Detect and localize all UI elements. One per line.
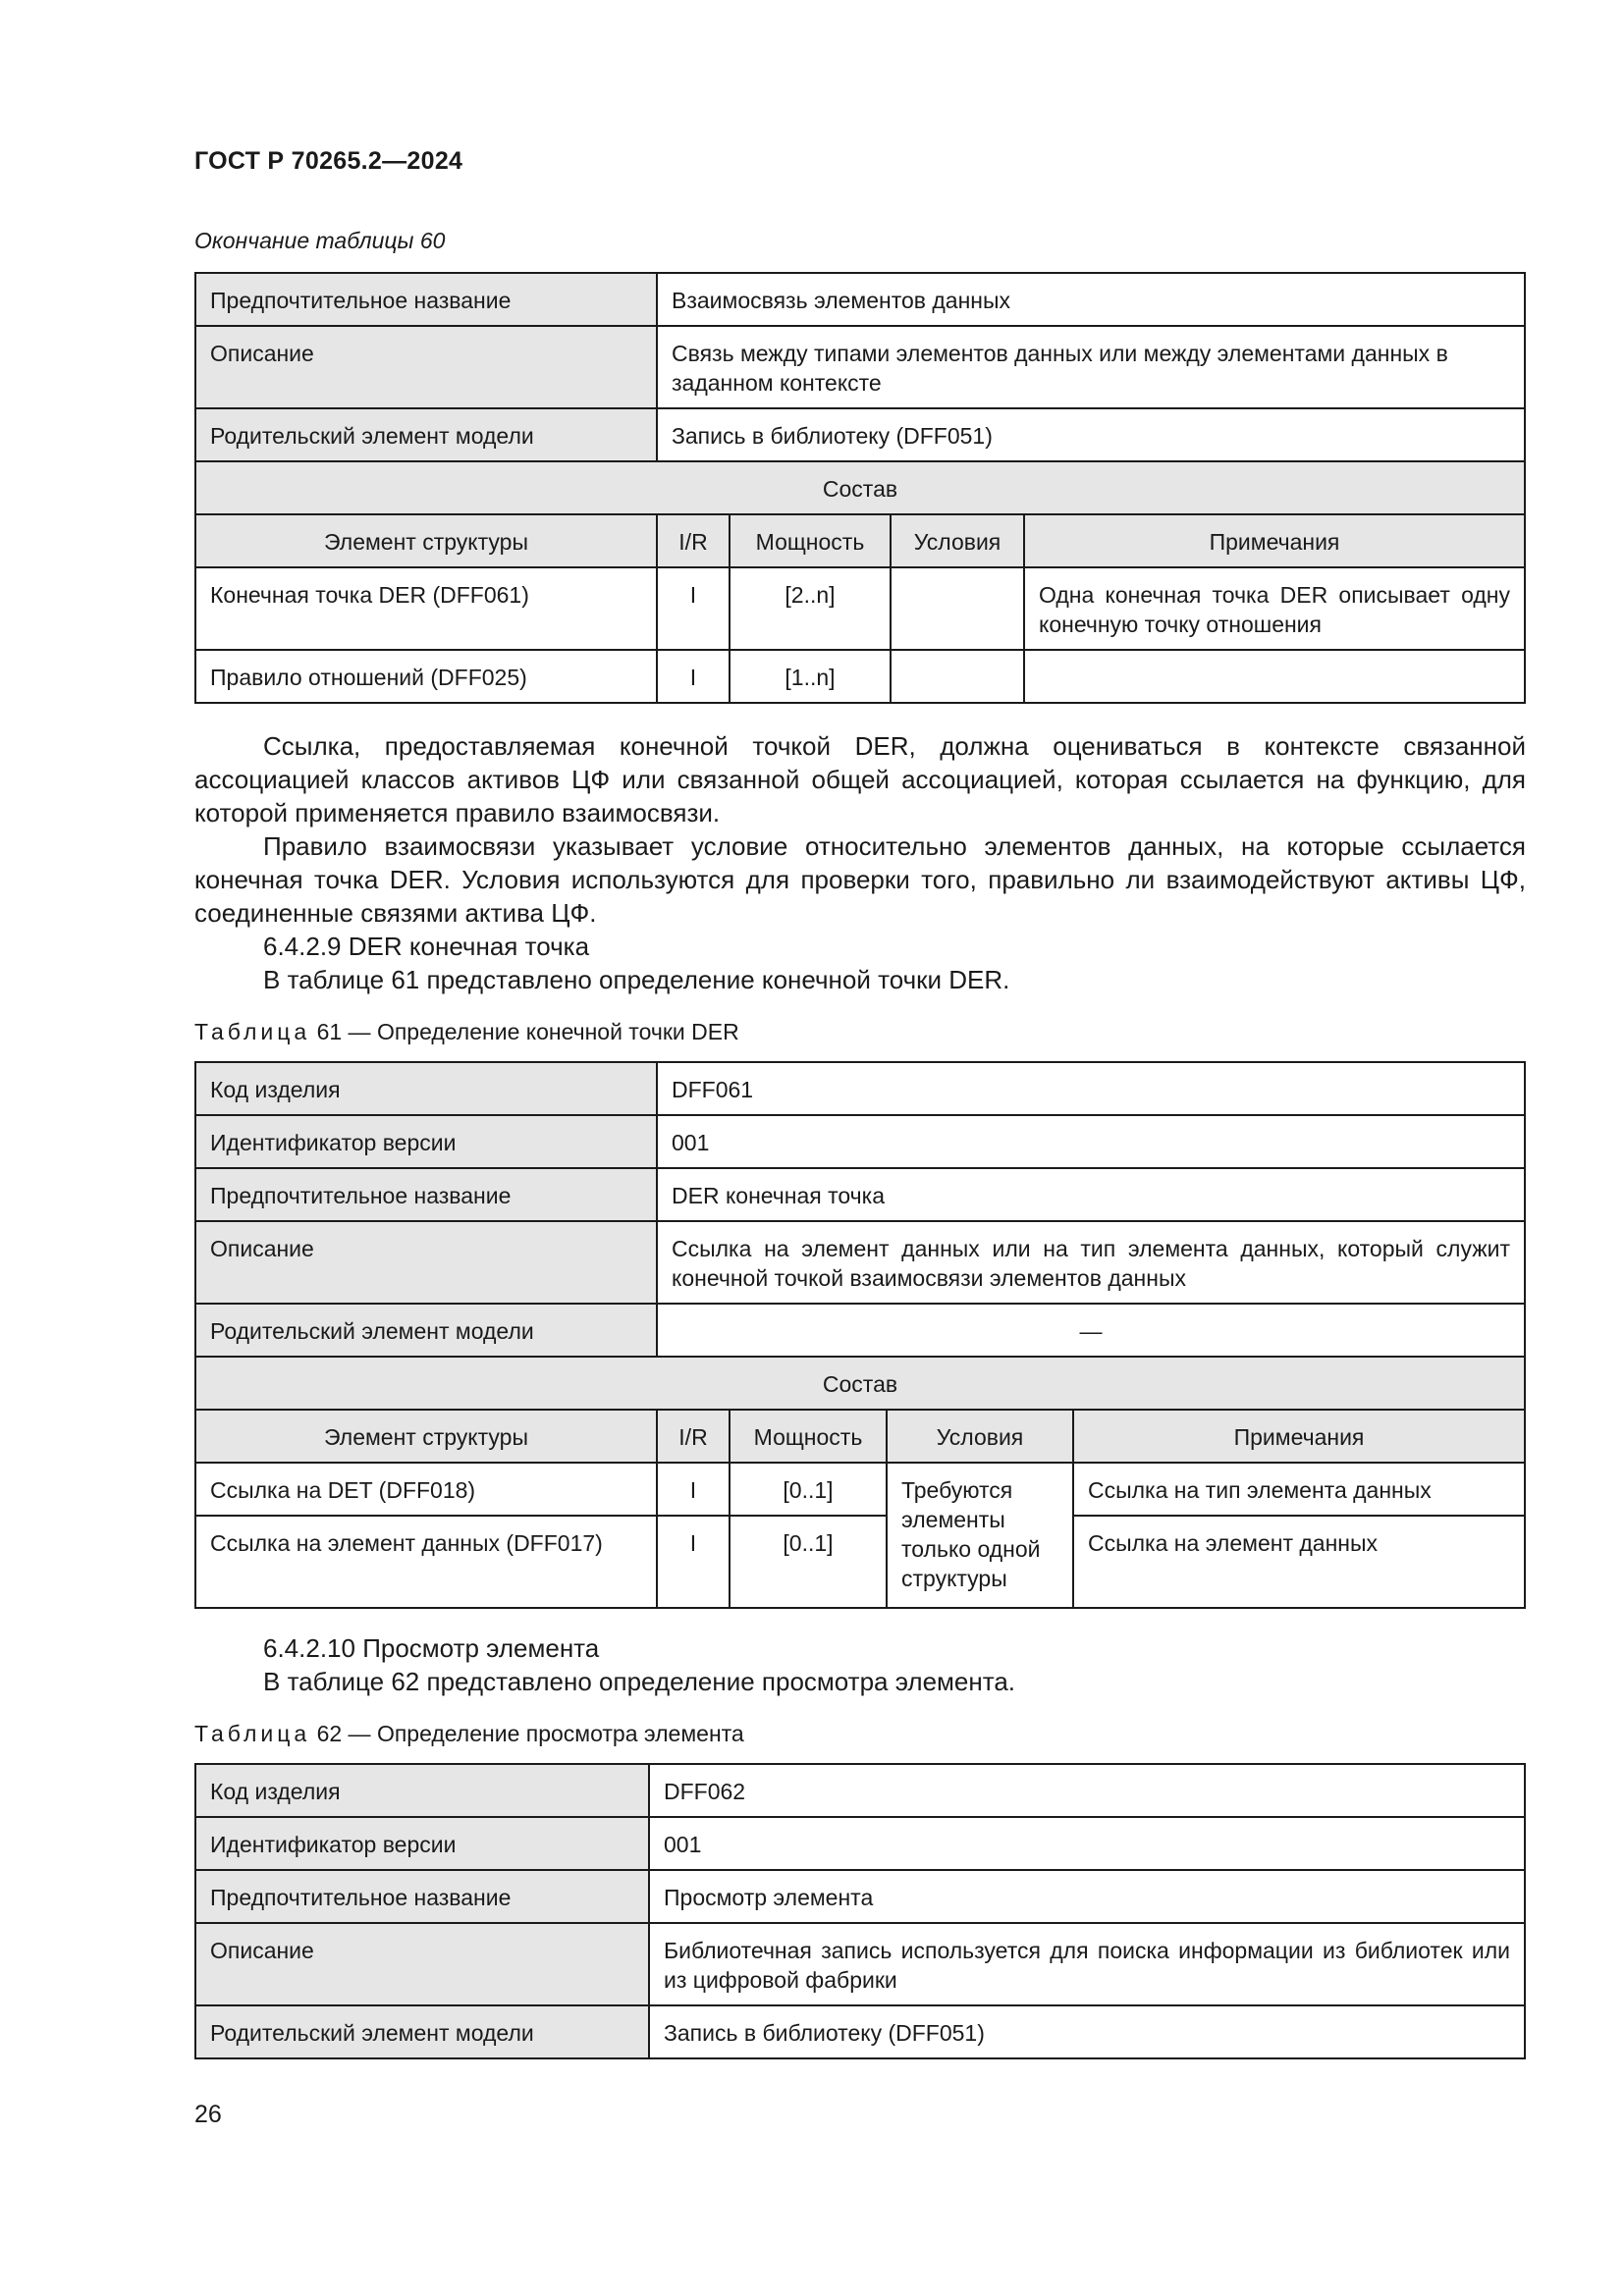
cell-notes: Ссылка на элемент данных [1073, 1516, 1525, 1608]
table-row [195, 2005, 1525, 2058]
column-header-row [195, 1410, 1525, 1463]
cell-notes: Ссылка на тип элемента данных [1073, 1463, 1525, 1516]
composition-title: Состав [195, 461, 1525, 514]
cell-element: Правило отношений (DFF025) [195, 650, 657, 703]
column-header: Примечания [1073, 1410, 1525, 1463]
caption-word: Таблица [194, 1721, 311, 1746]
cell-cardinality: [0..1] [730, 1516, 887, 1608]
cell-cardinality: [0..1] [730, 1463, 887, 1516]
row-value: Ссылка на элемент данных или на тип элемента данных, который служит конечной точкой взаимосвязи элементов данных [657, 1221, 1525, 1304]
row-value: Запись в библиотеку (DFF051) [657, 408, 1525, 461]
column-header: Условия [887, 1410, 1073, 1463]
column-header: Мощность [730, 1410, 887, 1463]
row-label: Родительский элемент модели [195, 1304, 657, 1357]
row-value: 001 [657, 1115, 1525, 1168]
paragraph: Ссылка, предоставляемая конечной точкой DER, должна оцениваться в контексте связанной ассоциацией классов активов ЦФ или связанной общей ассоциацией, которая ссылается на функцию, для которой применяется правило взаимосвязи. [194, 731, 1526, 828]
row-label: Родительский элемент модели [195, 2005, 649, 2058]
table-row [195, 1817, 1525, 1870]
table61-caption [194, 1019, 739, 1045]
row-value: Запись в библиотеку (DFF051) [649, 2005, 1525, 2058]
column-header: Элемент структуры [195, 1410, 657, 1463]
column-header: Условия [891, 514, 1024, 567]
row-value: Библиотечная запись используется для поиска информации из библиотек или из цифровой фабрики [649, 1923, 1525, 2005]
row-label: Предпочтительное название [195, 1870, 649, 1923]
composition-header-row [195, 461, 1525, 514]
row-label: Родительский элемент модели [195, 408, 657, 461]
table-row [195, 650, 1525, 703]
cell-ir: I [657, 1463, 730, 1516]
row-label: Идентификатор версии [195, 1115, 657, 1168]
cell-ir: I [657, 1516, 730, 1608]
cell-conditions [891, 650, 1024, 703]
column-header: Элемент структуры [195, 514, 657, 567]
row-label: Код изделия [195, 1062, 657, 1115]
section-heading: 6.4.2.10 Просмотр элемента [263, 1633, 600, 1663]
row-label: Идентификатор версии [195, 1817, 649, 1870]
paragraph: Правило взаимосвязи указывает условие относительно элементов данных, на которые ссылается конечная точка DER. Условия используются для проверки того, правильно ли взаимодействуют активы ЦФ, соединенные связями актива ЦФ. [194, 831, 1526, 928]
cell-cardinality: [2..n] [730, 567, 891, 650]
cell-element: Ссылка на элемент данных (DFF017) [195, 1516, 657, 1608]
composition-header-row [195, 1357, 1525, 1410]
table-row [195, 1304, 1525, 1357]
document-code: ГОСТ Р 70265.2—2024 [194, 147, 463, 175]
row-label: Предпочтительное название [195, 273, 657, 326]
row-label: Предпочтительное название [195, 1168, 657, 1221]
table-row [195, 567, 1525, 650]
body-text-2 [194, 1631, 1526, 1698]
cell-conditions: Требуются элементы только одной структуры [887, 1463, 1073, 1608]
cell-notes [1024, 650, 1525, 703]
table60-caption: Окончание таблицы 60 [194, 228, 446, 253]
row-value: DER конечная точка [657, 1168, 1525, 1221]
cell-element: Конечная точка DER (DFF061) [195, 567, 657, 650]
section-heading: 6.4.2.9 DER конечная точка [263, 932, 590, 961]
table-row [195, 1221, 1525, 1304]
table-row [195, 1764, 1525, 1817]
row-value: 001 [649, 1817, 1525, 1870]
table-row [195, 1516, 1525, 1608]
row-label: Код изделия [195, 1764, 649, 1817]
table62 [194, 1763, 1526, 2059]
cell-conditions [891, 567, 1024, 650]
column-header: Мощность [730, 514, 891, 567]
row-label: Описание [195, 326, 657, 408]
page-number: 26 [194, 2101, 222, 2128]
table-row [195, 1923, 1525, 2005]
row-value: DFF062 [649, 1764, 1525, 1817]
row-value: Связь между типами элементов данных или между элементами данных в заданном контексте [657, 326, 1525, 408]
composition-title: Состав [195, 1357, 1525, 1410]
body-text-1 [194, 729, 1526, 996]
row-value: Просмотр элемента [649, 1870, 1525, 1923]
paragraph: В таблице 61 представлено определение конечной точки DER. [263, 965, 1010, 994]
column-header: I/R [657, 514, 730, 567]
column-header-row [195, 514, 1525, 567]
table-row [195, 1062, 1525, 1115]
column-header: Примечания [1024, 514, 1525, 567]
table-row [195, 1463, 1525, 1516]
cell-cardinality: [1..n] [730, 650, 891, 703]
table-row [195, 1115, 1525, 1168]
table61 [194, 1061, 1526, 1609]
cell-notes: Одна конечная точка DER описывает одну конечную точку отношения [1024, 567, 1525, 650]
row-value: — [657, 1304, 1525, 1357]
row-label: Описание [195, 1221, 657, 1304]
table-row [195, 326, 1525, 408]
caption-text: 61 — Определение конечной точки DER [316, 1019, 739, 1044]
caption-word: Таблица [194, 1019, 311, 1044]
cell-ir: I [657, 567, 730, 650]
table-row [195, 1168, 1525, 1221]
paragraph: В таблице 62 представлено определение просмотра элемента. [263, 1667, 1016, 1696]
row-value: DFF061 [657, 1062, 1525, 1115]
table-row [195, 408, 1525, 461]
cell-element: Ссылка на DET (DFF018) [195, 1463, 657, 1516]
table-row [195, 273, 1525, 326]
table62-caption [194, 1721, 744, 1747]
row-label: Описание [195, 1923, 649, 2005]
caption-text: 62 — Определение просмотра элемента [316, 1721, 744, 1746]
table-row [195, 1870, 1525, 1923]
row-value: Взаимосвязь элементов данных [657, 273, 1525, 326]
cell-ir: I [657, 650, 730, 703]
table60 [194, 272, 1526, 704]
column-header: I/R [657, 1410, 730, 1463]
